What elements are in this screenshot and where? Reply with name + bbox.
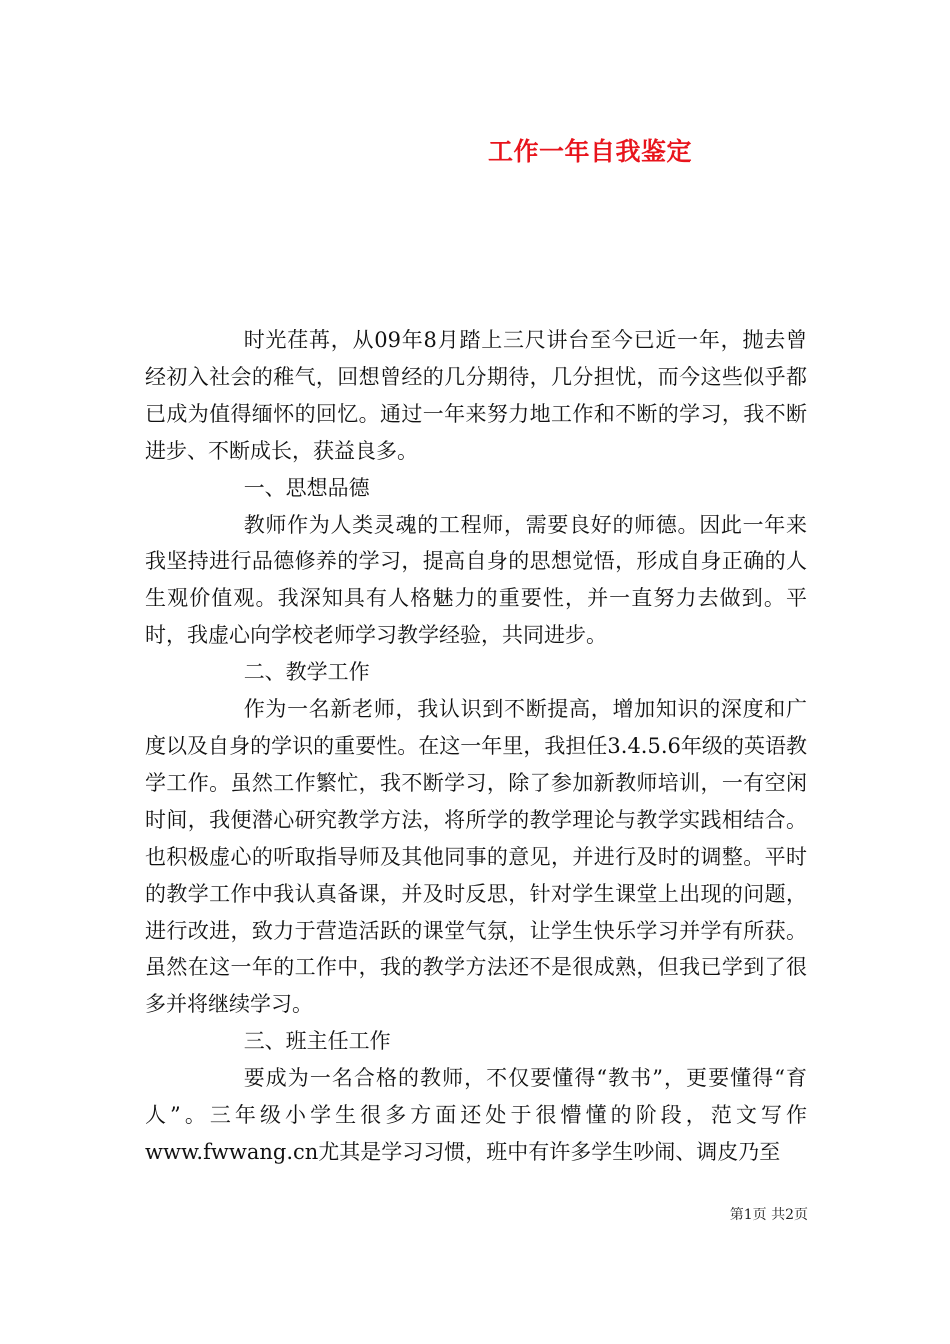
paragraph-section-1: 教师作为人类灵魂的工程师，需要良好的师德。因此一年来我坚持进行品德修养的学习，提高自身的思想觉悟，形成自身正确的人生观价值观。我深知具有人格魅力的重要性，并一直努力去做到。平时，我虚心向学校老师学习教学经验，共同进步。 <box>145 512 807 648</box>
document-body <box>145 322 807 1171</box>
paragraph-section-2: 作为一名新老师，我认识到不断提高，增加知识的深度和广度以及自身的学识的重要性。在这一年里，我担任3.4.5.6年级的英语教学工作。虽然工作繁忙，我不断学习，除了参加新教师培训，一有空闲时间，我便潜心研究教学方法，将所学的教学理论与教学实践相结合。也积极虚心的听取指导师及其他同事的意见，并进行及时的调整。平时的教学工作中我认真备课，并及时反思，针对学生课堂上出现的问题，进行改进，致力于营造活跃的课堂气氛，让学生快乐学习并学有所获。虽然在这一年的工作中，我的教学方法还不是很成熟，但我已学到了很多并将继续学习。 <box>145 697 807 1017</box>
paragraph-intro: 时光荏苒，从09年8月踏上三尺讲台至今已近一年，抛去曾经初入社会的稚气，回想曾经的几分期待，几分担忧，而今这些似乎都已成为值得缅怀的回忆。通过一年来努力地工作和不断的学习，我不断进步、不断成长，获益良多。 <box>145 328 807 463</box>
document-title: 工作一年自我鉴定 <box>487 137 692 166</box>
section-heading-2: 二、教学工作 <box>243 660 370 685</box>
section-heading-1: 一、思想品德 <box>243 475 370 500</box>
page-number: 第1页 共2页 <box>729 1207 808 1223</box>
paragraph-section-3: 要成为一名合格的教师，不仅要懂得“教书”，更要懂得“育人”。三年级小学生很多方面还处于很懵懂的阶段，范文写作www.fwwang.cn尤其是学习习惯，班中有许多学生吵闹、调皮乃至 <box>145 1066 807 1164</box>
section-heading-3: 三、班主任工作 <box>243 1029 391 1054</box>
